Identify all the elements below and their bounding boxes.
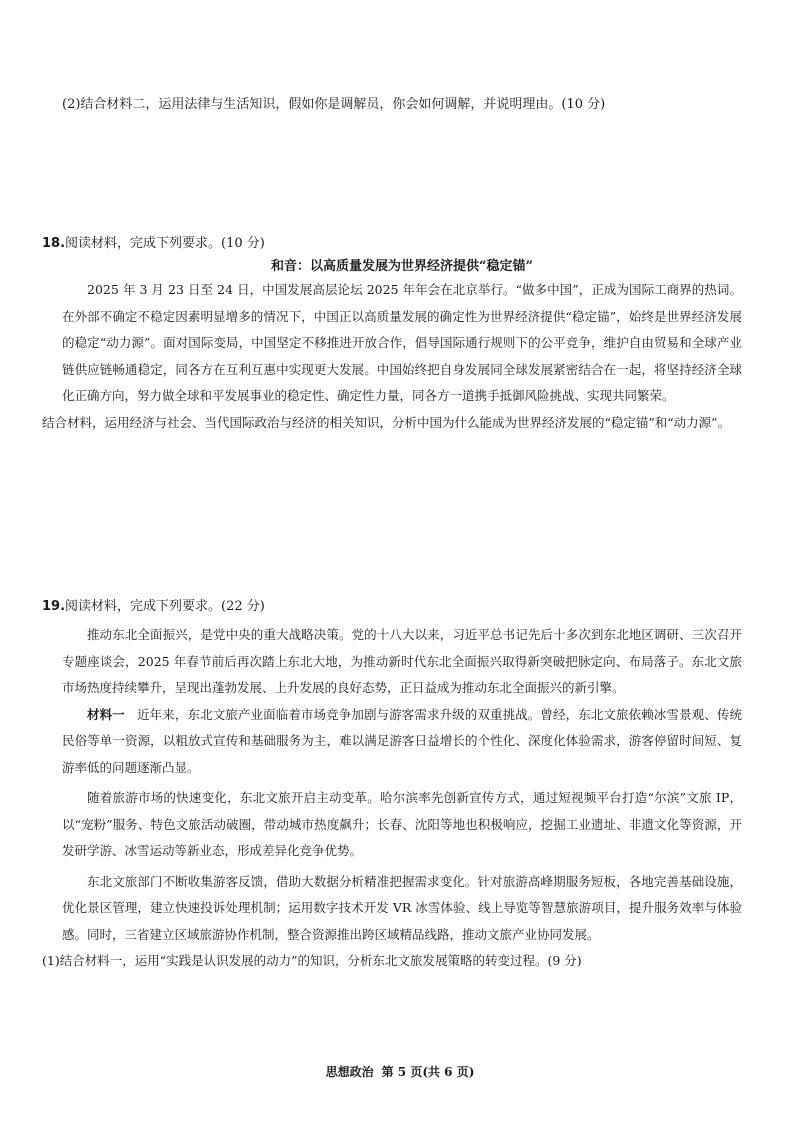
q18-number: 18. bbox=[42, 236, 66, 251]
footer-page: 第 5 页(共 6 页) bbox=[381, 1065, 475, 1079]
q18-material-title: 和音：以高质量发展为世界经济提供“稳定锚” bbox=[271, 259, 533, 274]
question-19 bbox=[42, 597, 742, 975]
q17-part2-block bbox=[62, 92, 742, 119]
page-footer bbox=[0, 1063, 800, 1080]
q19-header bbox=[42, 597, 742, 617]
q19-intro: 推动东北全面振兴，是党中央的重大战略决策。党的十八大以来，习近平总书记先后十多次到东北地区调研、三次召开专题座谈会，2025 年春节前后再次踏上东北大地，为推动新时代东北全面振兴取得新突破把脉定向、布局落子。东北文旅市场热度持续攀升，呈现出蓬勃发展、上升发展的良好态势，正日益成为推动东北全面振兴的新引擎。 bbox=[62, 627, 742, 695]
q18-header bbox=[42, 234, 742, 254]
q19-material1-p1-text: 近年来，东北文旅产业面临着市场竞争加剧与游客需求升级的双重挑战。曾经，东北文旅依赖冰雪景观、传统民俗等单一资源，以粗放式宣传和基础服务为主，难以满足游客日益增长的个性化、深度化体验需求，游客停留时间短、复游率低的问题逐渐凸显。 bbox=[62, 706, 742, 775]
question-18 bbox=[42, 234, 742, 436]
q18-question: 结合材料，运用经济与社会、当代国际政治与经济的相关知识，分析中国为什么能成为世界经济发展的“稳定锚”和“动力源”。 bbox=[42, 414, 731, 430]
q18-material-text: 2025 年 3 月 23 日至 24 日，中国发展高层论坛 2025 年年会在北京举行。“做多中国”，正成为国际工商界的热词。在外部不确定不稳定因素明显增多的情况下，中国正以高质量发展的确定性为世界经济提供“稳定锚”，始终是世界经济发展的稳定“动力源”。面对国际变局，中国坚定不移推进开放合作，倡导国际通行规则下的公平竞争，维护自由贸易和全球产业链供应链畅通稳定，同各方在互利互惠中实现更大发展。中国始终把自身发展同全球发展紧密结合在一起，将坚持经济全球化正确方向，努力做全球和平发展事业的稳定性、确定性力量，同各方一道携手抵御风险挑战、实现共同繁荣。 bbox=[62, 282, 742, 403]
q18-instruction: 阅读材料，完成下列要求。(10 分) bbox=[65, 236, 265, 251]
q19-material1-label: 材料一 bbox=[87, 706, 125, 722]
q19-material1-p2: 随着旅游市场的快速变化，东北文旅开启主动变革。哈尔滨率先创新宣传方式，通过短视频平台打造“尔滨”文旅 IP，以“宠粉”服务、特色文旅活动破圈，带动城市热度飙升；长春、沈阳等地也积极响应，挖掘工业遗址、非遗文化等资源，开发研学游、冰雪运动等新业态，形成差异化竞争优势。 bbox=[62, 790, 742, 858]
q19-question1: (1)结合材料一，运用“实践是认识发展的动力”的知识，分析东北文旅发展策略的转变过程。(9 分) bbox=[42, 953, 582, 968]
q19-number: 19. bbox=[42, 599, 66, 614]
q19-instruction: 阅读材料，完成下列要求。(22 分) bbox=[65, 599, 265, 614]
q17-part2-question: (2)结合材料二，运用法律与生活知识，假如你是调解员，你会如何调解，并说明理由。(10 分) bbox=[62, 97, 606, 112]
footer-subject: 思想政治 bbox=[325, 1065, 374, 1079]
q19-material1-p3: 东北文旅部门不断收集游客反馈，借助大数据分析精准把握需求变化。针对旅游高峰期服务短板，各地完善基础设施，优化景区管理，建立快速投诉处理机制；运用数字技术开发 VR 冰雪体验、线上导览等智慧旅游项目，提升服务效率与体验感。同时，三省建立区域旅游协作机制，整合资源推出跨区域精品线路，推动文旅产业协同发展。 bbox=[62, 873, 742, 942]
q19-material1-p1 bbox=[62, 702, 742, 782]
